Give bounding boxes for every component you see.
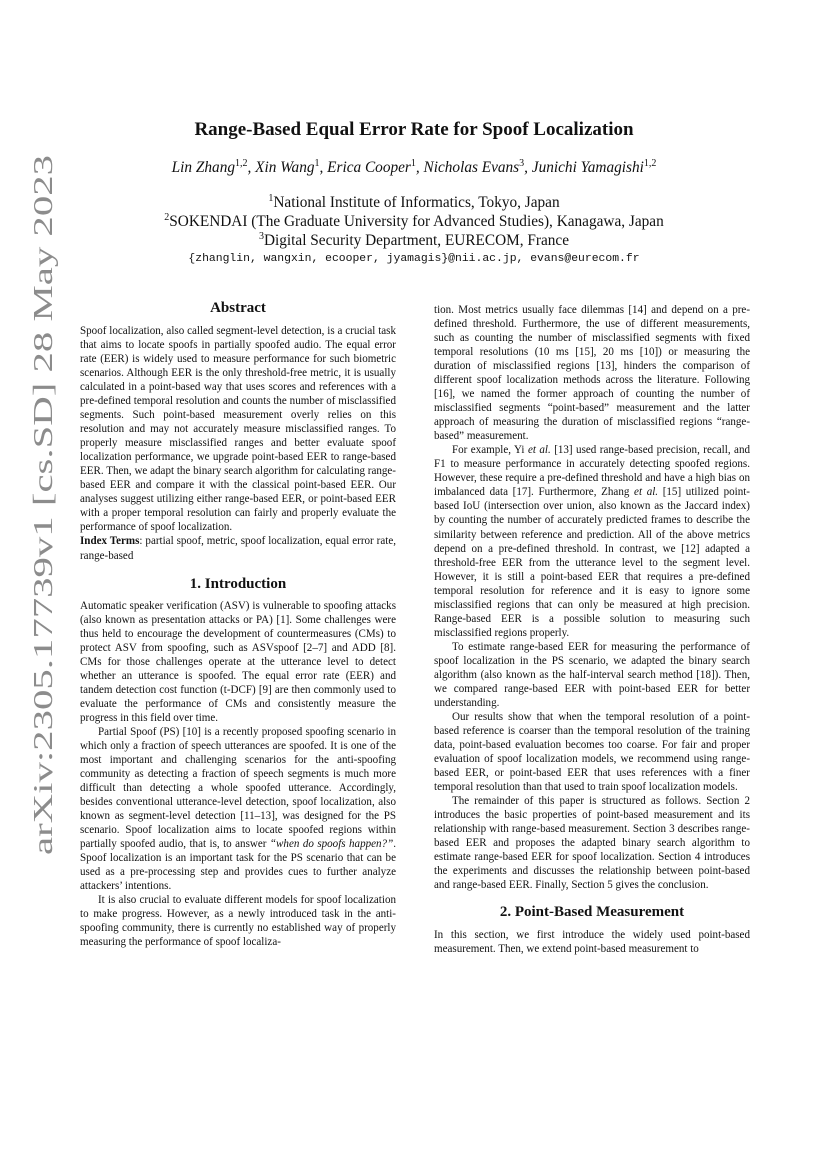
paragraph: It is also crucial to evaluate different models for spoof localization to make progress. However, as a newly introduced task in the anti-spoofing community, there is currently no established way of properly measuring the performance of spoof localiza- [80,894,396,949]
abstract-body: Spoof localization, also called segment-level detection, is a crucial task that aims to locate spoofs in partially spoofed audio. The equal error rate (EER) is widely used to measure performance for such biometric scenarios. Although EER is the only threshold-free metric, it is usually calculated in a point-based way that uses scores and references with a pre-defined temporal resolution and counts the number of misclassified segments. Such point-based measurement overly relies on this resolution and may not accurately measure misclassified ranges. To properly measure misclassified ranges and better evaluate spoof localization performance, we upgrade point-based EER to range-based EER. Then, we adapt the binary search algorithm for calculating range-based EER and compare it with the classical point-based EER. Our analyses suggest utilizing either range-based EER, or point-based EER with a proper temporal resolution can fairly and properly evaluate the performance of spoof localization. [80,325,396,534]
paragraph: For example, Yi et al. [13] used range-based precision, recall, and F1 to measure performance in accurately detecting spoofed regions. However, these require a pre-defined threshold and have a high bias on imbalanced data [17]. Furthermore, Zhang et al. [15] utilized point-based IoU (intersection over union, also known as the Jaccard index) by counting the number of accurately predicted frames to describe the similarity between reference and prediction. All of the above metrics depend on a pre-defined threshold. In contrast, we [12] adapted a threshold-free EER from the utterance level to the segment level. However, it is still a point-based EER that requires a pre-defined temporal resolution for reference and it is easy to ignore some misclassified regions that can only be measured at high precision. Range-based EER is a possible solution to measuring such misclassified regions properly. [434,444,750,639]
author: Nicholas Evans$^3$, [423,158,532,177]
section-heading: 2. Point-Based Measurement [499,904,685,921]
author: Erica Cooper$^1$, [327,158,424,177]
paragraph: To estimate range-based EER for measuring the performance of spoof localization in the PS scenario, we adapted the binary search algorithm (also known as the half-interval search method [18]). Then, we compared range-based EER with point-based EER for better understanding. [434,640,750,709]
paper-title: Range-Based Equal Error Rate for Spoof Localization [194,119,634,140]
section-heading: 1. Introduction [189,575,287,592]
paragraph: tion. Most metrics usually face dilemmas [14] and depend on a pre-defined threshold. Furthermore, the use of different measurements, such as counting the number of misclassified segments with fixed temporal resolutions (10 ms [15], 20 ms [10]) or measuring the duration of misclassified regions [13], hinders the comparison of different spoof localization methods across the literature. Following [16], we named the former approach of counting the number of misclassified segments “point-based” measurement and the latter approach of measuring the duration of misclassified regions “range-based” measurement. [434,304,750,443]
paragraph: Partial Spoof (PS) [10] is a recently proposed spoofing scenario in which only a fraction of speech utterances are spoofed. It is one of the most important and challenging scenarios for the anti-spoofing community as detecting a fraction of speech segments is much more difficult than detecting a whole spoofed utterance. Accordingly, besides conventional utterance-level detection, spoof localization, also known as segment-level detection [11–13], was designed for the PS scenario. Spoof localization aims to locate spoofed regions within partially spoofed audio, that is, to answer “when do spoofs happen?”. Spoof localization is an important task for the PS scenario that can be used as a pre-processing step and provides cues to further analyze attackers’ intentions. [80,725,396,893]
author: Junichi Yamagishi$^{1,2}$ [531,158,657,177]
abstract-heading: Abstract [210,300,266,316]
author: Lin Zhang$^{1,2}$, [171,158,256,177]
affiliation: $^1$National Institute of Informatics, Tokyo, Japan [268,193,560,212]
author: Xin Wang$^1$, [255,158,328,177]
paragraph: Our results show that when the temporal resolution of a point-based reference is coarser than the temporal resolution of the training data, point-based evaluation becomes too coarse. For fair and proper evaluation of spoof localization models, we recommend using range-based EER, or point-based EER that uses references with a finer temporal resolution than that used to train spoof localization models. [434,710,750,794]
paragraph: Automatic speaker verification (ASV) is vulnerable to spoofing attacks (also known as presentation attacks or PA) [1]. Some challenges were thus held to encourage the development of countermeasures (CMs) to protect ASV from spoofing, such as ASVspoof [2–7] and ADD [8]. CMs for those challenges operate at the utterance level to detect whether an utterance is spoofed. The equal error rate (EER) and tandem detection cost function (t-DCF) [9] are then commonly used to evaluate the performance of CMs and consistently measure the progress in this field over time. [80,599,396,724]
left-column [80,298,396,949]
arxiv-stamp-text: arXiv:2305.17739v1 [cs.SD] 28 May 2023 [27,382,58,855]
author-list [0,158,828,177]
index-terms: Index Terms: partial spoof, metric, spoof localization, equal error rate, range-based [80,535,396,562]
right-column [434,303,750,956]
paragraph: In this section, we first introduce the widely used point-based measurement. Then, we extend point-based measurement to [434,929,750,956]
author-emails: {zhanglin, wangxin, ecooper, jyamagis}@nii.ac.jp, evans@eurecom.fr [188,253,640,265]
affiliation: $^2$SOKENDAI (The Graduate University for Advanced Studies), Kanagawa, Japan [164,212,664,231]
affiliation: $^3$Digital Security Department, EURECOM, France [258,231,570,250]
paragraph: The remainder of this paper is structured as follows. Section 2 introduces the basic properties of point-based measurement and its relationship with range-based measurement. Section 3 describes range-based EER and proposes the adapted binary search algorithm to estimate range-based EER for spoof localization. Section 4 introduces the experiments and discusses the relationship between point-based and range-based EER. Finally, Section 5 gives the conclusion. [434,795,750,892]
